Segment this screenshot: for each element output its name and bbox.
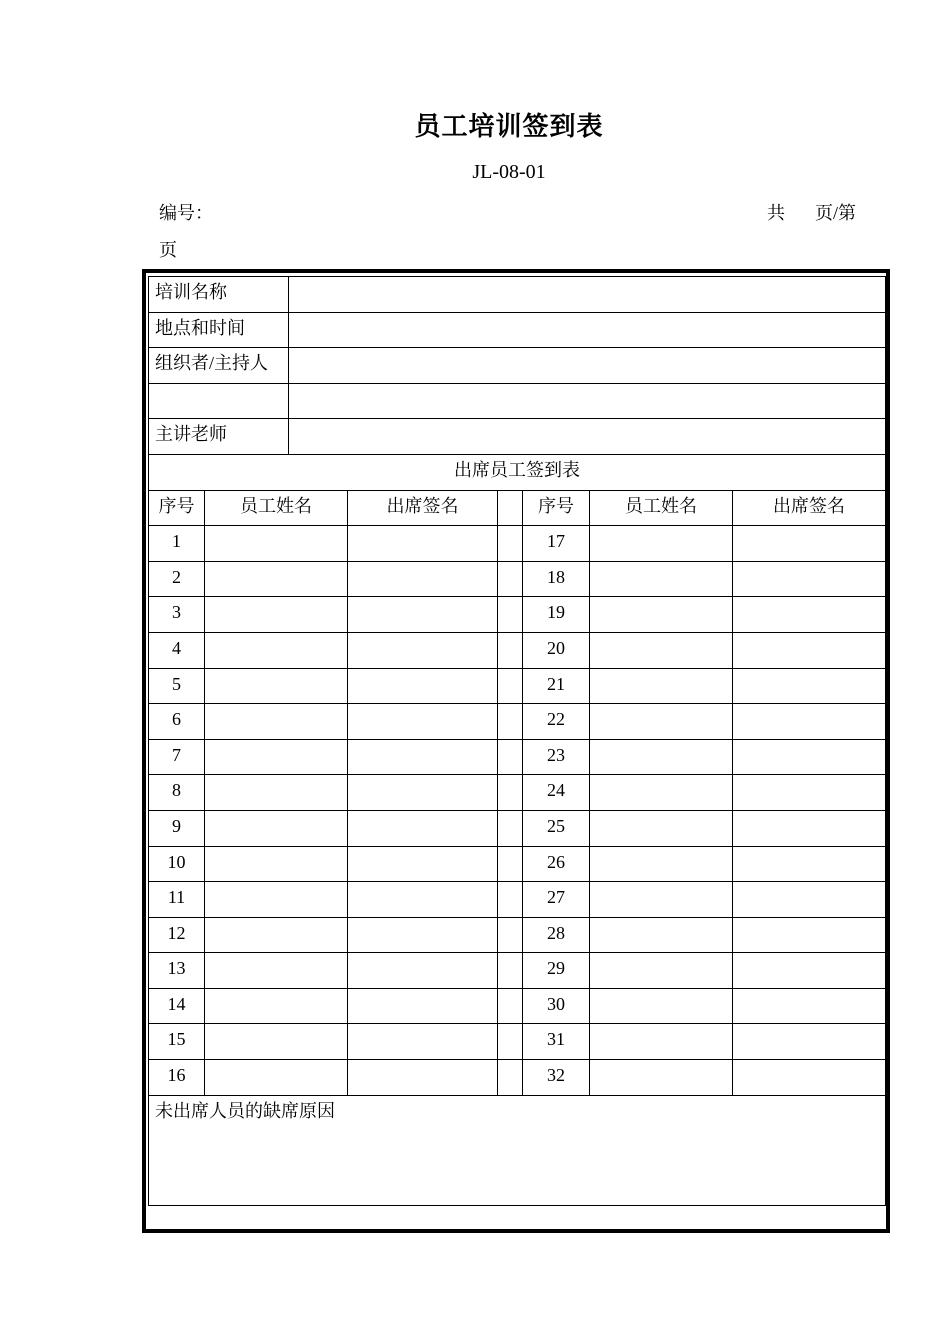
row-number: 19: [523, 597, 590, 633]
divider-cell: [498, 1024, 523, 1060]
employee-name-cell[interactable]: [205, 668, 348, 704]
signature-cell[interactable]: [348, 526, 498, 562]
signature-cell[interactable]: [348, 810, 498, 846]
attendance-row: [149, 668, 886, 704]
employee-name-cell[interactable]: [590, 561, 733, 597]
divider-cell: [498, 668, 523, 704]
row-number: 14: [149, 988, 205, 1024]
info-row: [149, 419, 886, 455]
signature-cell[interactable]: [348, 1024, 498, 1060]
section-title: 出席员工签到表: [149, 454, 886, 490]
employee-name-cell[interactable]: [205, 704, 348, 740]
signature-cell[interactable]: [733, 953, 886, 989]
row-number: 22: [523, 704, 590, 740]
page-tail-label: 页: [159, 240, 177, 260]
employee-name-cell[interactable]: [205, 917, 348, 953]
employee-name-cell[interactable]: [205, 1024, 348, 1060]
row-number: 10: [149, 846, 205, 882]
signature-cell[interactable]: [733, 597, 886, 633]
employee-name-cell[interactable]: [205, 882, 348, 918]
attendance-row: [149, 810, 886, 846]
attendance-row: [149, 704, 886, 740]
signature-cell[interactable]: [348, 739, 498, 775]
attendance-row: [149, 739, 886, 775]
divider-cell: [498, 846, 523, 882]
employee-name-cell[interactable]: [590, 917, 733, 953]
row-number: 21: [523, 668, 590, 704]
employee-name-cell[interactable]: [590, 668, 733, 704]
signature-cell[interactable]: [733, 704, 886, 740]
signature-cell[interactable]: [348, 953, 498, 989]
employee-name-cell[interactable]: [205, 1060, 348, 1096]
attendance-row: [149, 846, 886, 882]
employee-name-cell[interactable]: [590, 775, 733, 811]
info-value-cell[interactable]: [289, 312, 886, 348]
signature-cell[interactable]: [348, 704, 498, 740]
divider-cell: [498, 490, 523, 526]
row-number: 2: [149, 561, 205, 597]
employee-name-cell[interactable]: [590, 988, 733, 1024]
divider-cell: [498, 810, 523, 846]
row-number: 16: [149, 1060, 205, 1096]
employee-name-cell[interactable]: [205, 597, 348, 633]
signature-cell[interactable]: [733, 988, 886, 1024]
row-number: 4: [149, 632, 205, 668]
signature-cell[interactable]: [348, 668, 498, 704]
divider-cell: [498, 988, 523, 1024]
divider-cell: [498, 917, 523, 953]
row-number: 20: [523, 632, 590, 668]
signature-cell[interactable]: [348, 846, 498, 882]
row-number: 27: [523, 882, 590, 918]
divider-cell: [498, 597, 523, 633]
row-number: 13: [149, 953, 205, 989]
attendance-row: [149, 597, 886, 633]
signature-cell[interactable]: [733, 846, 886, 882]
attendance-row: [149, 561, 886, 597]
divider-cell: [498, 953, 523, 989]
page-count: [767, 199, 856, 225]
info-row: [149, 383, 886, 419]
attendance-row: [149, 882, 886, 918]
employee-name-cell[interactable]: [590, 810, 733, 846]
employee-name-cell[interactable]: [590, 953, 733, 989]
employee-name-cell[interactable]: [590, 704, 733, 740]
employee-name-cell[interactable]: [205, 561, 348, 597]
info-label: [149, 383, 289, 419]
signature-cell[interactable]: [733, 668, 886, 704]
divider-cell: [498, 632, 523, 668]
employee-name-cell[interactable]: [590, 1024, 733, 1060]
info-label: 组织者/主持人: [149, 348, 289, 384]
col-header-no: 序号: [149, 490, 205, 526]
attendance-row: [149, 775, 886, 811]
row-number: 17: [523, 526, 590, 562]
attendance-row: [149, 917, 886, 953]
sign-in-table: [148, 276, 886, 1206]
row-number: 6: [149, 704, 205, 740]
info-label: 地点和时间: [149, 312, 289, 348]
info-value-cell[interactable]: [289, 383, 886, 419]
row-number: 11: [149, 882, 205, 918]
signature-cell[interactable]: [348, 988, 498, 1024]
divider-cell: [498, 882, 523, 918]
document-title: 员工培训签到表: [414, 112, 604, 142]
employee-name-cell[interactable]: [590, 632, 733, 668]
row-number: 23: [523, 739, 590, 775]
row-number: 31: [523, 1024, 590, 1060]
attendance-row: [149, 1024, 886, 1060]
employee-name-cell[interactable]: [590, 739, 733, 775]
divider-cell: [498, 775, 523, 811]
employee-name-cell[interactable]: [205, 775, 348, 811]
employee-name-cell[interactable]: [205, 739, 348, 775]
signature-cell[interactable]: [733, 739, 886, 775]
signature-cell[interactable]: [348, 917, 498, 953]
row-number: 1: [149, 526, 205, 562]
row-number: 9: [149, 810, 205, 846]
employee-name-cell[interactable]: [590, 526, 733, 562]
signature-cell[interactable]: [733, 882, 886, 918]
signature-cell[interactable]: [348, 632, 498, 668]
row-number: 28: [523, 917, 590, 953]
divider-cell: [498, 526, 523, 562]
row-number: 24: [523, 775, 590, 811]
document-code: JL-08-01: [472, 161, 546, 183]
absence-row: [149, 1095, 886, 1205]
signature-cell[interactable]: [348, 561, 498, 597]
signature-cell[interactable]: [733, 917, 886, 953]
employee-name-cell[interactable]: [590, 882, 733, 918]
divider-cell: [498, 704, 523, 740]
signature-cell[interactable]: [733, 1060, 886, 1096]
signature-cell[interactable]: [348, 775, 498, 811]
employee-name-cell[interactable]: [590, 846, 733, 882]
row-number: 26: [523, 846, 590, 882]
row-number: 8: [149, 775, 205, 811]
signature-cell[interactable]: [733, 561, 886, 597]
signature-cell[interactable]: [733, 775, 886, 811]
col-header-name: 员工姓名: [590, 490, 733, 526]
employee-name-cell[interactable]: [205, 526, 348, 562]
section-title-row: [149, 454, 886, 490]
attendance-row: [149, 988, 886, 1024]
employee-name-cell[interactable]: [590, 597, 733, 633]
attendance-row: [149, 953, 886, 989]
employee-name-cell[interactable]: [205, 632, 348, 668]
divider-cell: [498, 1060, 523, 1096]
col-header-sign: 出席签名: [348, 490, 498, 526]
employee-name-cell[interactable]: [590, 1060, 733, 1096]
col-header-no: 序号: [523, 490, 590, 526]
info-value-cell[interactable]: [289, 419, 886, 455]
page-current-label: 页/第: [815, 203, 857, 223]
page-total-label: 共: [767, 203, 785, 223]
attendance-row: [149, 526, 886, 562]
column-header-row: [149, 490, 886, 526]
info-row: [149, 348, 886, 384]
row-number: 18: [523, 561, 590, 597]
col-header-name: 员工姓名: [205, 490, 348, 526]
row-number: 5: [149, 668, 205, 704]
row-number: 7: [149, 739, 205, 775]
signature-cell[interactable]: [733, 526, 886, 562]
row-number: 12: [149, 917, 205, 953]
signature-cell[interactable]: [733, 632, 886, 668]
row-number: 29: [523, 953, 590, 989]
attendance-row: [149, 1060, 886, 1096]
info-value-cell[interactable]: [289, 348, 886, 384]
divider-cell: [498, 739, 523, 775]
info-label: 培训名称: [149, 277, 289, 313]
employee-name-cell[interactable]: [205, 988, 348, 1024]
info-row: [149, 277, 886, 313]
row-number: 25: [523, 810, 590, 846]
absence-reason-cell[interactable]: 未出席人员的缺席原因: [149, 1095, 886, 1205]
employee-name-cell[interactable]: [205, 810, 348, 846]
employee-name-cell[interactable]: [205, 846, 348, 882]
employee-name-cell[interactable]: [205, 953, 348, 989]
info-row: [149, 312, 886, 348]
info-value-cell[interactable]: [289, 277, 886, 313]
info-label: 主讲老师: [149, 419, 289, 455]
col-header-sign: 出席签名: [733, 490, 886, 526]
signature-cell[interactable]: [733, 1024, 886, 1060]
signature-cell[interactable]: [733, 810, 886, 846]
signature-cell[interactable]: [348, 1060, 498, 1096]
divider-cell: [498, 561, 523, 597]
signature-cell[interactable]: [348, 597, 498, 633]
number-label: 编号：: [159, 203, 213, 223]
row-number: 30: [523, 988, 590, 1024]
attendance-row: [149, 632, 886, 668]
signature-cell[interactable]: [348, 882, 498, 918]
row-number: 3: [149, 597, 205, 633]
row-number: 32: [523, 1060, 590, 1096]
row-number: 15: [149, 1024, 205, 1060]
